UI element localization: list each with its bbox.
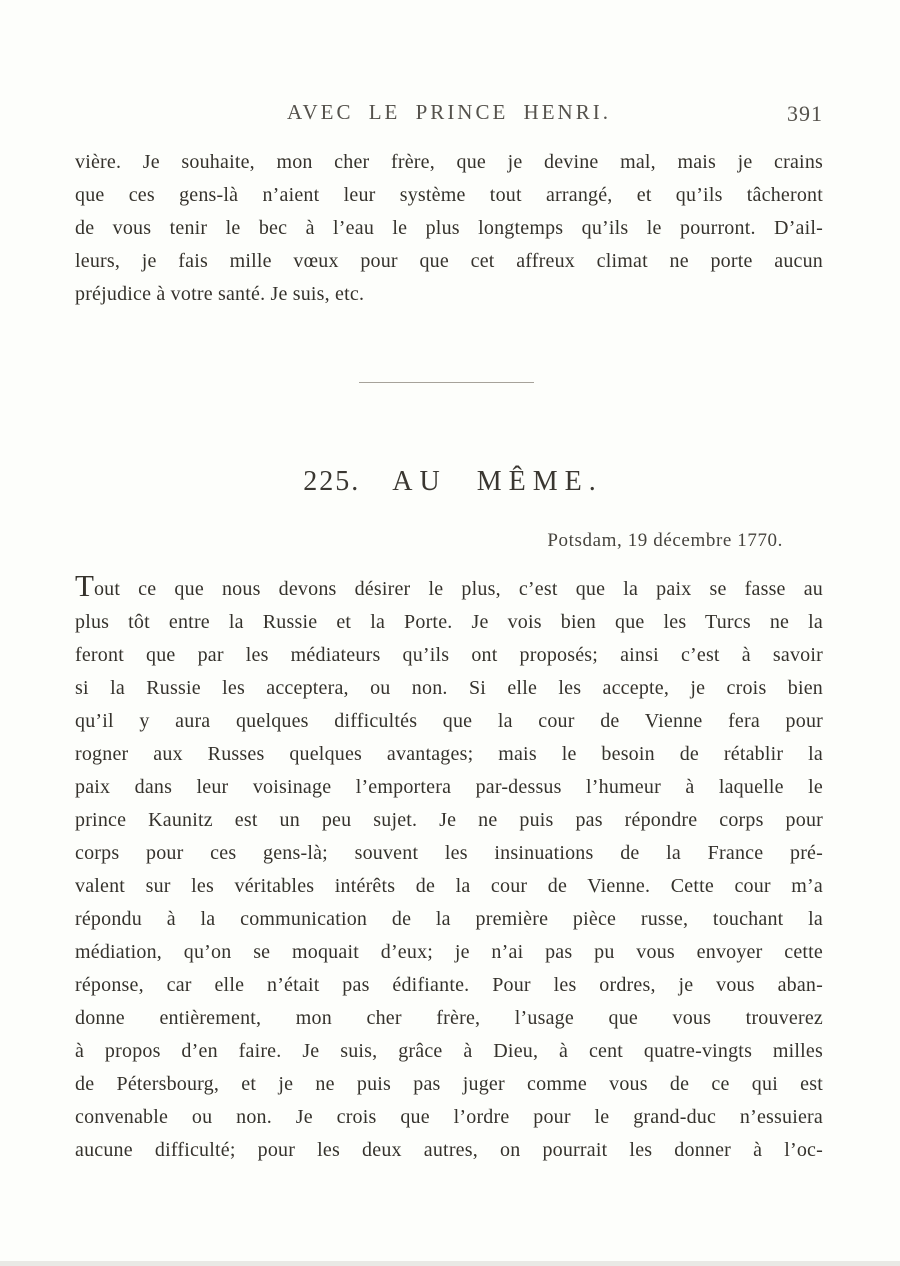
letter-body-paragraph bbox=[75, 568, 823, 1167]
paragraph-line: prince Kaunitz est un peu sujet. Je ne puis pas répondre corps pour bbox=[75, 809, 823, 831]
page-number: 391 bbox=[787, 101, 823, 126]
paragraph-line: de vous tenir le bec à l’eau le plus longtemps qu’ils le pourront. D’ail- bbox=[75, 217, 823, 239]
paragraph-line: à propos d’en faire. Je suis, grâce à Dieu, à cent quatre-vingts milles bbox=[75, 1040, 823, 1062]
scan-bottom-edge bbox=[0, 1261, 900, 1266]
running-head: AVEC LE PRINCE HENRI. bbox=[287, 100, 611, 124]
paragraph-line: que ces gens-là n’aient leur système tout arrangé, et qu’ils tâcheront bbox=[75, 184, 823, 206]
paragraph-line: vière. Je souhaite, mon cher frère, que je devine mal, mais je crains bbox=[75, 151, 823, 173]
paragraph-line: si la Russie les acceptera, ou non. Si elle les accepte, je crois bien bbox=[75, 677, 823, 699]
paragraph-line: rogner aux Russes quelques avantages; mais le besoin de rétablir la bbox=[75, 743, 823, 765]
paragraph-line bbox=[75, 568, 823, 606]
paragraph-line: répondu à la communication de la première pièce russe, touchant la bbox=[75, 908, 823, 930]
paragraph-line: de Pétersbourg, et je ne puis pas juger comme vous de ce qui est bbox=[75, 1073, 823, 1095]
paragraph-line: convenable ou non. Je crois que l’ordre pour le grand-duc n’essuiera bbox=[75, 1106, 823, 1128]
paragraph-line: médiation, qu’on se moquait d’eux; je n’ai pas pu vous envoyer cette bbox=[75, 941, 823, 963]
section-divider bbox=[359, 382, 534, 383]
letter-number: 225. bbox=[303, 466, 361, 497]
paragraph-line: plus tôt entre la Russie et la Porte. Je vois bien que les Turcs ne la bbox=[75, 611, 823, 633]
paragraph-line: valent sur les véritables intérêts de la cour de Vienne. Cette cour m’a bbox=[75, 875, 823, 897]
paragraph-line: qu’il y aura quelques difficultés que la cour de Vienne fera pour bbox=[75, 710, 823, 732]
paragraph-line: préjudice à votre santé. Je suis, etc. bbox=[75, 283, 365, 305]
paragraph-line: aucune difficulté; pour les deux autres, on pourrait les donner à l’oc- bbox=[75, 1139, 823, 1161]
paragraph-line: donne entièrement, mon cher frère, l’usage que vous trouverez bbox=[75, 1007, 823, 1029]
dateline: Potsdam, 19 décembre 1770. bbox=[547, 530, 783, 551]
paragraph-line: feront que par les médiateurs qu’ils ont proposés; ainsi c’est à savoir bbox=[75, 644, 823, 666]
paragraph-line: corps pour ces gens-là; souvent les insinuations de la France pré- bbox=[75, 842, 823, 864]
letter-title: AU MÊME. bbox=[392, 466, 603, 497]
line-text: out ce que nous devons désirer le plus, c’est que la paix se fasse au bbox=[93, 578, 823, 600]
letter-heading bbox=[75, 466, 831, 498]
previous-letter-paragraph bbox=[75, 146, 823, 311]
paragraph-line: paix dans leur voisinage l’emportera par-dessus l’humeur à laquelle le bbox=[75, 776, 823, 798]
drop-cap-initial: T bbox=[75, 568, 94, 603]
paragraph-line: réponse, car elle n’était pas édifiante. Pour les ordres, je vous aban- bbox=[75, 974, 823, 996]
paragraph-line: leurs, je fais mille vœux pour que cet affreux climat ne porte aucun bbox=[75, 250, 823, 272]
